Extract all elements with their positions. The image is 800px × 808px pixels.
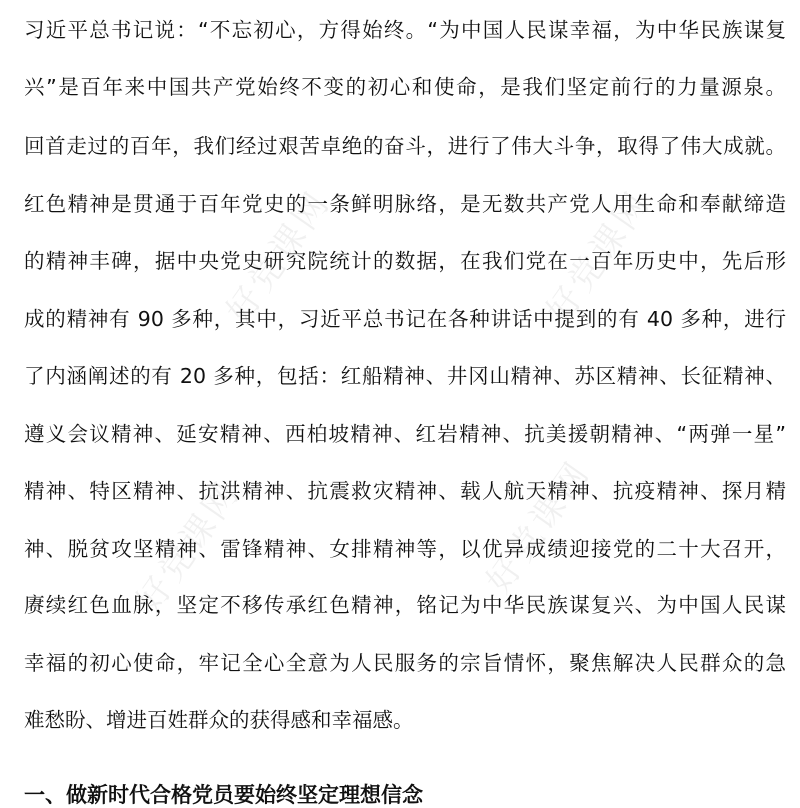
watermark: 好党课网	[218, 182, 339, 331]
watermark: 好党课网	[478, 452, 599, 601]
paragraph-line: 遵义会议精神、延安精神、西柏坡精神、红岩精神、抗美援朝精神、“两弹一星”	[24, 422, 786, 446]
paragraph-line: 神、脱贫攻坚精神、雷锋精神、女排精神等，以优异成绩迎接党的二十大召开，	[24, 537, 786, 561]
paragraph-line: 赓续红色血脉，坚定不移传承红色精神，铭记为中华民族谋复兴、为中国人民谋	[24, 593, 786, 617]
paragraph-line: 了内涵阐述的有 20 多种，包括：红船精神、井冈山精神、苏区精神、长征精神、	[24, 364, 786, 388]
paragraph-line: 回首走过的百年，我们经过艰苦卓绝的奋斗，进行了伟大斗争，取得了伟大成就。	[24, 134, 786, 158]
paragraph-line: 成的精神有 90 多种，其中，习近平总书记在各种讲话中提到的有 40 多种，进行	[24, 307, 786, 331]
paragraph-line: 难愁盼、增进百姓群众的获得感和幸福感。	[24, 708, 414, 732]
paragraph-line: 习近平总书记说：“不忘初心，方得始终。“为中国人民谋幸福，为中华民族谋复	[24, 18, 786, 42]
paragraph-line: 兴”是百年来中国共产党始终不变的初心和使命，是我们坚定前行的力量源泉。	[24, 75, 786, 99]
paragraph-line: 精神、特区精神、抗洪精神、抗震救灾精神、载人航天精神、抗疫精神、探月精	[24, 479, 786, 503]
paragraph-line: 幸福的初心使命，牢记全心全意为人民服务的宗旨情怀，聚焦解决人民群众的急	[24, 651, 786, 675]
section-heading: 一、做新时代合格党员要始终坚定理想信念	[24, 783, 423, 807]
paragraph-line: 的精神丰碑，据中央党史研究院统计的数据，在我们党在一百年历史中，先后形	[24, 249, 786, 273]
watermark: 好党课网	[128, 472, 249, 621]
paragraph-line: 红色精神是贯通于百年党史的一条鲜明脉络，是无数共产党人用生命和奉献缔造	[24, 192, 786, 216]
watermark: 好党课网	[538, 182, 659, 331]
